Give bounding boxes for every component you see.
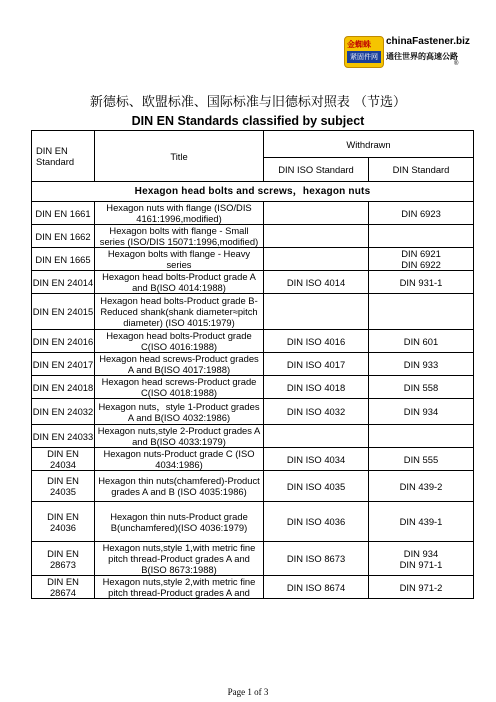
table-row (32, 225, 474, 248)
table-row (32, 353, 474, 376)
header-din-en: DIN EN Standard (32, 131, 95, 182)
cell-title: Hexagon nuts,style 2,with metric fine pitch thread-Product grades A and (95, 576, 264, 599)
table-row (32, 202, 474, 225)
cell-din: DIN 971-2 (369, 576, 474, 599)
cell-din-en: DIN EN 24018 (32, 376, 95, 399)
cell-din-iso: DIN ISO 4035 (264, 471, 369, 502)
cell-title: Hexagon head bolts-Product grade A and B(ISO 4014:1988) (95, 271, 264, 294)
cell-din-en: DIN EN 28674 (32, 576, 95, 599)
logo-site-name: chinaFastener.biz (386, 36, 470, 47)
cell-din-en: DIN EN 24034 (32, 448, 95, 471)
table-row (32, 294, 474, 330)
cell-din (369, 294, 474, 330)
cell-din (369, 225, 474, 248)
cell-din-en: DIN EN 24035 (32, 471, 95, 502)
cell-din: DIN 6921 DIN 6922 (369, 248, 474, 271)
standards-table (31, 130, 474, 599)
cell-din: DIN 6923 (369, 202, 474, 225)
cell-din-en: DIN EN 24032 (32, 399, 95, 425)
cell-din-en: DIN EN 24015 (32, 294, 95, 330)
table-row (32, 399, 474, 425)
cell-title: Hexagon nuts，style 1-Product grades A and B(ISO 4032:1986) (95, 399, 264, 425)
cell-din (369, 425, 474, 448)
cell-title: Hexagon nuts,style 2-Product grades A and B(ISO 4033:1979) (95, 425, 264, 448)
cell-din-iso: DIN ISO 8674 (264, 576, 369, 599)
cell-din-en: DIN EN 1661 (32, 202, 95, 225)
cell-title: Hexagon nuts,style 1,with metric fine pitch thread-Product grades A and B(ISO 8673:1988) (95, 542, 264, 576)
table-row (32, 248, 474, 271)
cell-title: Hexagon nuts-Product grade C (ISO 4034:1986) (95, 448, 264, 471)
cell-din-en: DIN EN 24036 (32, 502, 95, 542)
table-row (32, 425, 474, 448)
cell-title: Hexagon head bolts-Product grade C(ISO 4016:1988) (95, 330, 264, 353)
cell-din: DIN 439-1 (369, 502, 474, 542)
table-row (32, 576, 474, 599)
table-row (32, 271, 474, 294)
cell-din-en: DIN EN 28673 (32, 542, 95, 576)
table-row (32, 542, 474, 576)
cell-din-en: DIN EN 1662 (32, 225, 95, 248)
logo-badge (344, 36, 384, 68)
cell-din-iso: DIN ISO 4018 (264, 376, 369, 399)
cell-din-iso (264, 202, 369, 225)
cell-title: Hexagon bolts with flange - Heavy series (95, 248, 264, 271)
cell-title: Hexagon head bolts-Product grade B-Reduced shank(shank diameter≈pitch diameter) (ISO 4015:1979) (95, 294, 264, 330)
table-row (32, 330, 474, 353)
cell-din-iso (264, 425, 369, 448)
cell-din-en: DIN EN 24017 (32, 353, 95, 376)
cell-title: Hexagon head screws-Product grade C(ISO 4018:1988) (95, 376, 264, 399)
cell-din-iso: DIN ISO 4016 (264, 330, 369, 353)
header-din: DIN Standard (369, 158, 474, 182)
cell-din-iso (264, 225, 369, 248)
cell-din-iso: DIN ISO 4036 (264, 502, 369, 542)
cell-din: DIN 934 (369, 399, 474, 425)
cell-din-iso: DIN ISO 4034 (264, 448, 369, 471)
cell-din-en: DIN EN 24014 (32, 271, 95, 294)
cell-din-en: DIN EN 24016 (32, 330, 95, 353)
cell-title: Hexagon nuts with flange (ISO/DIS 4161:1996,modified) (95, 202, 264, 225)
cell-din-iso (264, 294, 369, 330)
page-subtitle: DIN EN Standards classified by subject (131, 114, 365, 128)
header-din-iso: DIN ISO Standard (264, 158, 369, 182)
table-row (32, 502, 474, 542)
cell-din: DIN 555 (369, 448, 474, 471)
cell-din: DIN 933 (369, 353, 474, 376)
cell-din-en: DIN EN 24033 (32, 425, 95, 448)
section-heading: Hexagon head bolts and screws，hexagon nuts (32, 182, 474, 202)
logo-badge-top: 金蜘蛛 (347, 40, 371, 49)
cell-din: DIN 601 (369, 330, 474, 353)
logo-slogan: 通往世界的高速公路 (386, 52, 458, 61)
cell-title: Hexagon thin nuts-Product grade B(unchamfered)(ISO 4036:1979) (95, 502, 264, 542)
cell-din: DIN 439-2 (369, 471, 474, 502)
page-title-cn: 新德标、欧盟标准、国际标准与旧德标对照表 （节选） (89, 95, 407, 110)
cell-title: Hexagon thin nuts(chamfered)-Product grades A and B (ISO 4035:1986) (95, 471, 264, 502)
cell-din-iso: DIN ISO 8673 (264, 542, 369, 576)
table-row (32, 448, 474, 471)
cell-din-iso: DIN ISO 4014 (264, 271, 369, 294)
logo-badge-bottom: 紧固件网 (347, 51, 381, 63)
cell-din: DIN 558 (369, 376, 474, 399)
header-withdrawn: Withdrawn (264, 131, 474, 158)
cell-din: DIN 931-1 (369, 271, 474, 294)
cell-din: DIN 934 DIN 971-1 (369, 542, 474, 576)
header-title: Title (95, 131, 264, 182)
cell-din-en: DIN EN 1665 (32, 248, 95, 271)
cell-din-iso (264, 248, 369, 271)
cell-din-iso: DIN ISO 4017 (264, 353, 369, 376)
cell-title: Hexagon head screws-Product grades A and B(ISO 4017:1988) (95, 353, 264, 376)
page-footer: Page 1 of 3 (227, 687, 269, 697)
registered-mark: ® (454, 61, 459, 67)
table-row (32, 471, 474, 502)
cell-title: Hexagon bolts with flange - Small series (ISO/DIS 15071:1996,modified) (95, 225, 264, 248)
table-row (32, 376, 474, 399)
cell-din-iso: DIN ISO 4032 (264, 399, 369, 425)
logo (344, 36, 470, 70)
